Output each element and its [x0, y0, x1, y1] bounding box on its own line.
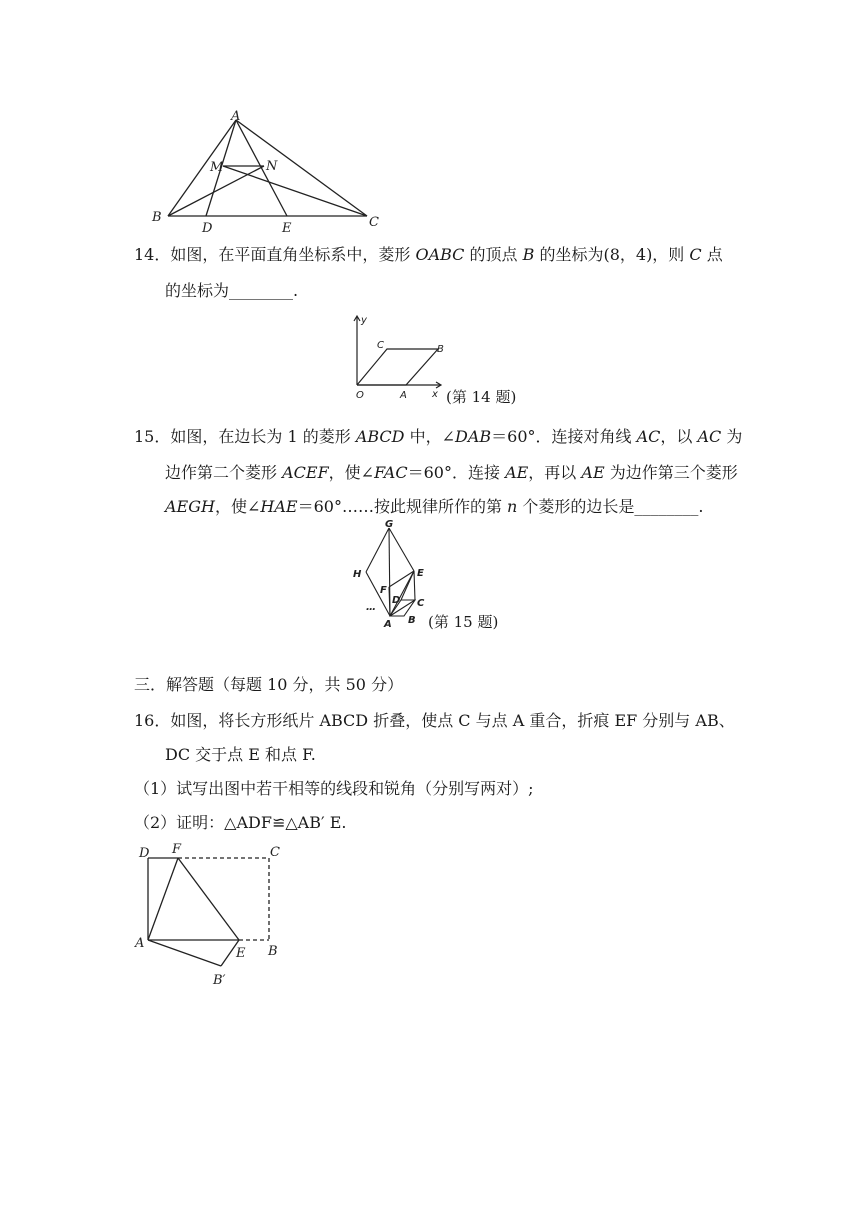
label-B: B: [268, 944, 278, 959]
label-C: C: [417, 598, 425, 609]
label-G: G: [385, 519, 394, 530]
label-y: y: [361, 315, 367, 326]
coordinate-figure-14: [336, 313, 448, 403]
q15-line-1: 15．如图，在边长为 1 的菱形 ABCD 中，∠DAB＝60°．连接对角线 AC，以 AC 为: [134, 427, 743, 446]
fold-figure-16: [128, 838, 288, 990]
label-B: B: [408, 615, 416, 626]
label-C: C: [270, 845, 280, 860]
label-O: O: [356, 390, 364, 401]
label-N: N: [266, 159, 278, 174]
q16-line-3: （1）试写出图中若干相等的线段和锐角（分别写两对）;: [134, 779, 534, 798]
section-3-heading: 三．解答题（每题 10 分，共 50 分）: [134, 675, 404, 694]
label-C: C: [377, 340, 384, 351]
label-D: D: [139, 846, 150, 861]
label-C: C: [369, 215, 379, 230]
label-D: D: [392, 595, 401, 606]
label-F: F: [380, 585, 387, 596]
label-F: F: [172, 842, 182, 857]
label-A: A: [400, 390, 407, 401]
q16-line-1: 16．如图，将长方形纸片 ABCD 折叠，使点 C 与点 A 重合，折痕 EF 分别与 AB、: [134, 711, 735, 730]
label-A: A: [231, 109, 241, 124]
label-dots: …: [366, 602, 376, 613]
q15-line-2: 边作第二个菱形 ACEF，使∠FAC＝60°．连接 AE，再以 AE 为边作第三个菱形: [165, 463, 738, 482]
label-x: x: [432, 389, 438, 400]
label-E: E: [236, 946, 246, 961]
label-E: E: [417, 568, 424, 579]
q16-line-2: DC 交于点 E 和点 F.: [165, 745, 316, 764]
rhombus-figure-15: [348, 515, 438, 635]
label-E: E: [282, 221, 292, 236]
label-H: H: [353, 569, 362, 580]
label-A: A: [384, 619, 392, 630]
q16-line-4: （2）证明：△ADF≌△AB′ E.: [134, 813, 347, 832]
label-A: A: [135, 936, 145, 951]
q14-line-1: 14．如图，在平面直角坐标系中，菱形 OABC 的顶点 B 的坐标为(8，4)，则 C 点: [134, 245, 723, 264]
q14-caption: (第 14 题): [446, 388, 517, 406]
label-B: B: [152, 210, 162, 225]
label-D: D: [202, 221, 213, 236]
triangle-figure-13: [140, 108, 390, 238]
label-B: B: [437, 344, 444, 355]
label-B-prime: B′: [213, 973, 226, 988]
q14-line-2: 的坐标为________.: [165, 281, 299, 300]
q15-line-3: AEGH，使∠HAE＝60°……按此规律所作的第 n 个菱形的边长是________.: [165, 497, 704, 516]
label-M: M: [210, 160, 224, 175]
q15-caption: (第 15 题): [428, 613, 499, 631]
